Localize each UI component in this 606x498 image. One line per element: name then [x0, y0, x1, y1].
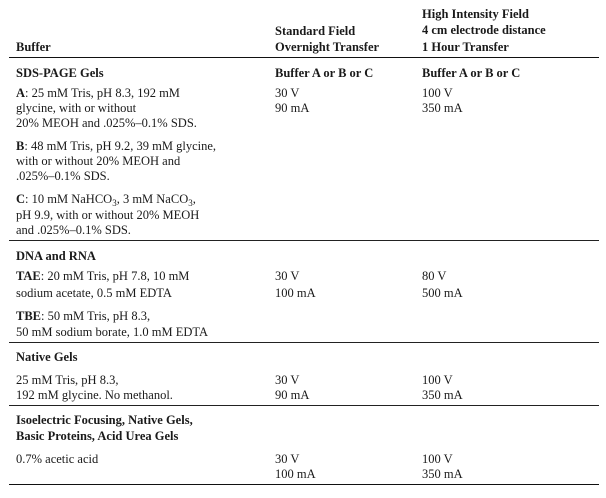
dna-title: DNA and RNA: [16, 249, 96, 263]
ief-buffer: 0.7% acetic acid: [16, 452, 99, 466]
sds-buffer-c-line2: pH 9.9, with or without 20% MEOH: [16, 208, 200, 222]
dna-tae-high-volt: 80 V: [422, 269, 447, 283]
native-standard-volt: 30 V: [275, 373, 300, 387]
native-line1: 25 mM Tris, pH 8.3,: [16, 373, 119, 387]
dna-tae-line1: TAE: 20 mM Tris, pH 7.8, 10 mM: [16, 269, 190, 283]
header-standard-line1: Standard Field: [275, 24, 356, 38]
native-line2: 192 mM glycine. No methanol.: [16, 388, 173, 402]
sds-rule: [9, 240, 599, 241]
dna-tbe-line1: TBE: 50 mM Tris, pH 8.3,: [16, 309, 151, 323]
sds-buffer-a-line2: glycine, with or without: [16, 101, 137, 115]
header-high-line2: 4 cm electrode distance: [422, 23, 546, 37]
native-high-amp: 350 mA: [422, 388, 463, 402]
sds-buffer-a-line1: A: 25 mM Tris, pH 8.3, 192 mM: [16, 86, 180, 100]
sds-a-high-volt: 100 V: [422, 86, 453, 100]
header-buffer: Buffer: [16, 40, 51, 54]
sds-buffer-b-line1: B: 48 mM Tris, pH 9.2, 39 mM glycine,: [16, 139, 217, 153]
sds-title: SDS-PAGE Gels: [16, 66, 104, 80]
sds-buffer-c-line3: and .025%–0.1% SDS.: [16, 223, 131, 237]
native-standard-amp: 90 mA: [275, 388, 310, 402]
sds-high-buffers: Buffer A or B or C: [422, 66, 521, 80]
dna-tae-line2: sodium acetate, 0.5 mM EDTA: [16, 286, 172, 300]
dna-tbe-line2: 50 mM sodium borate, 1.0 mM EDTA: [16, 325, 209, 339]
header-rule: [9, 57, 599, 58]
sds-buffer-c-line1: C: 10 mM NaHCO$_3$, 3 mM NaCO$_3$,: [16, 192, 196, 208]
ief-title-line1: Isoelectric Focusing, Native Gels,: [16, 413, 193, 427]
ief-high-amp: 350 mA: [422, 467, 463, 481]
header-high-line1: High Intensity Field: [422, 7, 529, 21]
native-high-volt: 100 V: [422, 373, 453, 387]
ief-high-volt: 100 V: [422, 452, 453, 466]
dna-tae-high-amp: 500 mA: [422, 286, 463, 300]
sds-buffer-b-line3: .025%–0.1% SDS.: [16, 169, 110, 183]
sds-standard-buffers: Buffer A or B or C: [275, 66, 374, 80]
ief-title-line2: Basic Proteins, Acid Urea Gels: [16, 429, 179, 443]
native-rule: [9, 405, 599, 406]
sds-a-high-amp: 350 mA: [422, 101, 463, 115]
ief-standard-amp: 100 mA: [275, 467, 316, 481]
ief-standard-volt: 30 V: [275, 452, 300, 466]
dna-tae-standard-volt: 30 V: [275, 269, 300, 283]
sds-buffer-b-line2: with or without 20% MEOH and: [16, 154, 181, 168]
dna-tae-standard-amp: 100 mA: [275, 286, 316, 300]
bottom-rule: [9, 484, 599, 485]
sds-buffer-a-line3: 20% MEOH and .025%–0.1% SDS.: [16, 116, 197, 130]
header-high-line3: 1 Hour Transfer: [422, 40, 509, 54]
sds-a-standard-amp: 90 mA: [275, 101, 310, 115]
dna-rule: [9, 342, 599, 343]
native-title: Native Gels: [16, 350, 78, 364]
header-standard-line2: Overnight Transfer: [275, 40, 380, 54]
sds-a-standard-volt: 30 V: [275, 86, 300, 100]
